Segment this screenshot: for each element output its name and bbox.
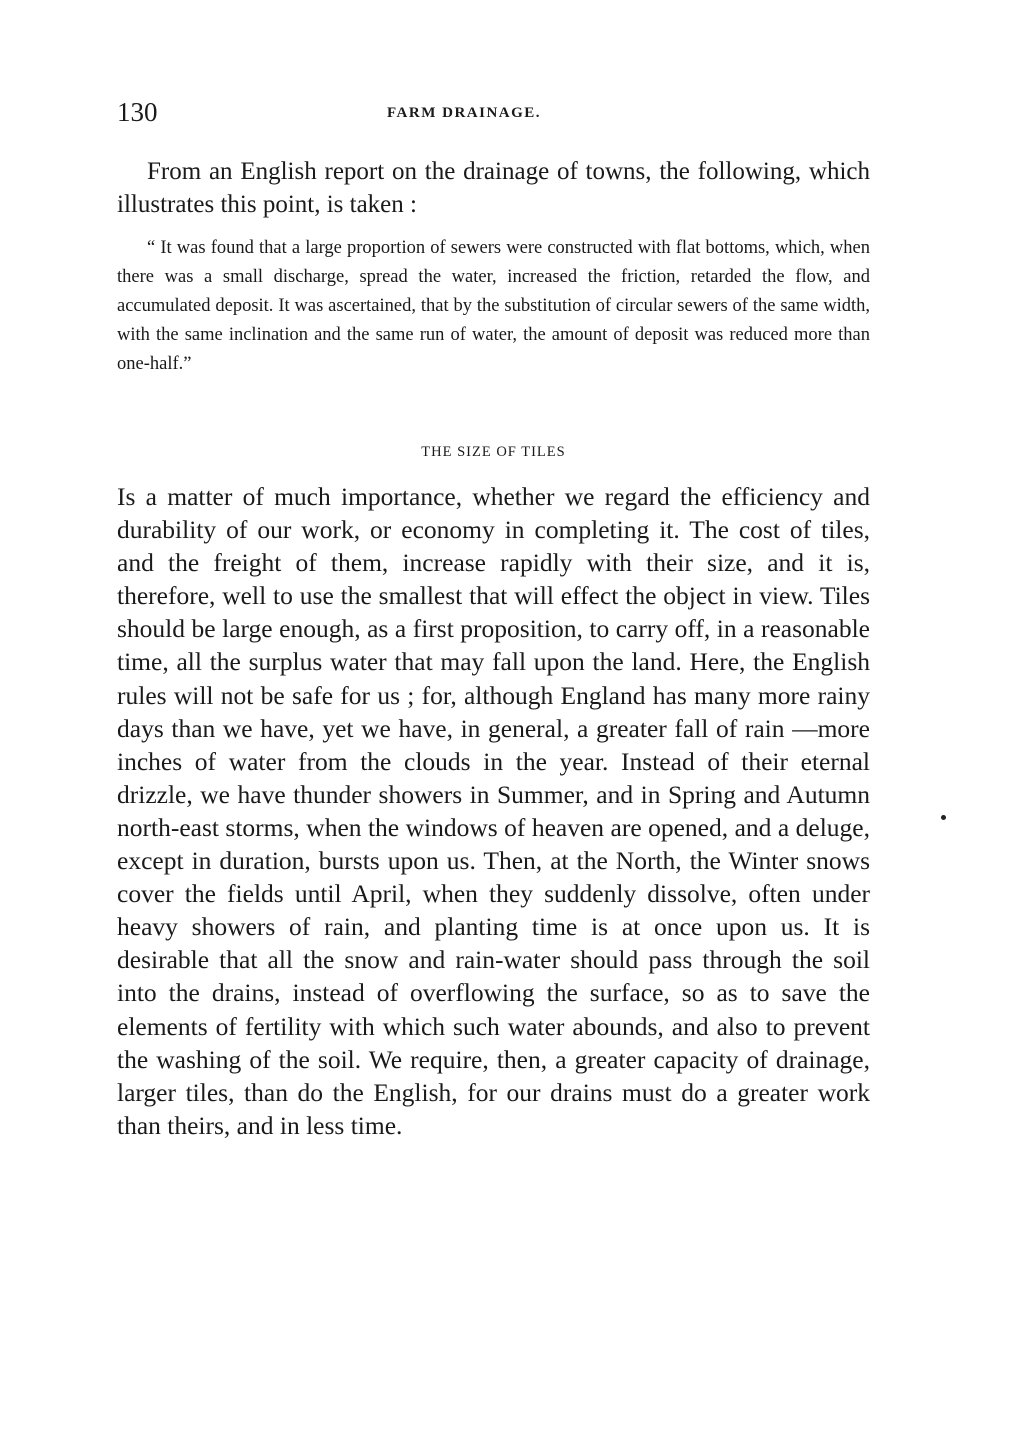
page-number: 130 (117, 97, 158, 127)
section-heading: THE SIZE OF TILES (421, 444, 566, 460)
intro-paragraph: From an English report on the drainage of towns, the following, which illustrates this point, is taken : (117, 158, 870, 219)
ink-speck (941, 815, 946, 820)
running-title: FARM DRAINAGE. (387, 105, 542, 121)
block-quote: “ It was found that a large proportion of sewers were constructed with flat bottoms, which, when there was a small discharge, spread the water, increased the friction, retarded the flow, and accumulated deposit. It was ascertained, that by the substitution of circular sewers of the same width, with the same inclination and the same run of water, the amount of deposit was reduced more than one-half.” (117, 238, 870, 374)
main-paragraph: Is a matter of much importance, whether we regard the efficiency and durability of our work, or economy in completing it. The cost of tiles, and the freight of them, increase rapidly with their size, and it is, therefore, well to use the smallest that will effect the object in view. Tiles should be large enough, as a first proposition, to carry off, in a reasonable time, all the surplus water that may fall upon the land. Here, the English rules will not be safe for us ; for, although England has many more rainy days than we have, yet we have, in general, a greater fall of rain —more inches of water from the clouds in the year. Instead of their eternal drizzle, we have thunder showers in Summer, and in Spring and Autumn north-east storms, when the windows of heaven are opened, and a deluge, except in duration, bursts upon us. Then, at the North, the Winter snows cover the fields until April, when they suddenly dissolve, often under heavy showers of rain, and planting time is at once upon us. It is desirable that all the snow and rain-water should pass through the soil into the drains, instead of overflowing the surface, so as to save the elements of fertility with which such water abounds, and also to prevent the washing of the soil. We require, then, a greater capacity of drainage, larger tiles, than do the English, for our drains must do a greater work than theirs, and in less time. (117, 482, 870, 1140)
page-header (117, 96, 870, 128)
